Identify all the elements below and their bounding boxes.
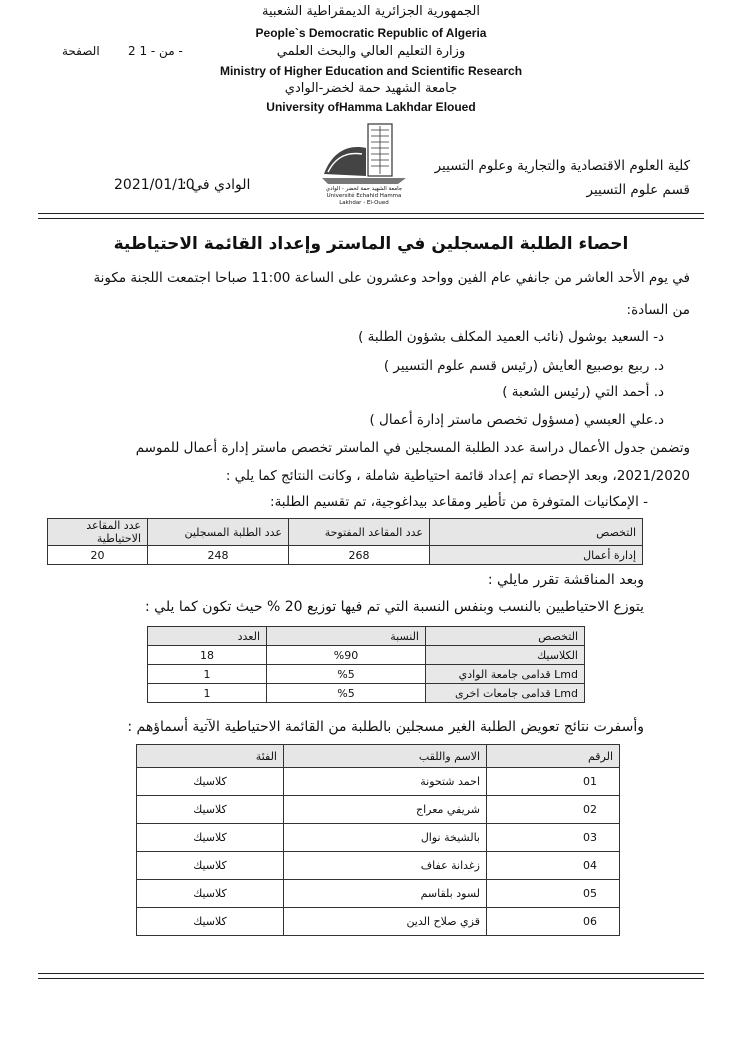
table-cell: كلاسيك: [137, 824, 284, 852]
table-cell: %5: [267, 684, 426, 703]
table-header: النسبة: [267, 627, 426, 646]
table-cell: كلاسيك: [137, 852, 284, 880]
table-cell: شريفي معراج: [284, 796, 487, 824]
committee-member: د. أحمد التي (رئيس الشعبة ): [502, 384, 664, 400]
table-header: الاسم واللقب: [284, 745, 487, 768]
distribution-line: يتوزع الاحتياطيين بالنسب وبنفس النسبة التي تم فيها توزيع 20 % حيث تكون كما يلي :: [145, 599, 644, 615]
ministry-en: Ministry of Higher Education and Scientific Research: [219, 64, 523, 78]
place-date-label: الوادي في :: [182, 177, 251, 193]
page-info: 2 من - 1 -: [128, 44, 183, 58]
table-header: التخصص: [430, 519, 643, 546]
university-en: University ofHamma Lakhdar Eloued: [266, 100, 476, 114]
table-cell: %90: [267, 646, 426, 665]
table-cell: الكلاسيك: [426, 646, 585, 665]
table-cell: 20: [48, 546, 148, 565]
table-cell: كلاسيك: [137, 880, 284, 908]
reserve-list-table: [136, 744, 620, 936]
table-row: [137, 796, 620, 824]
committee-member: د- السعيد بوشول (نائب العميد المكلف بشؤون الطلبة ): [358, 329, 664, 345]
committee-member: د. ربيع بوصبيع العايش (رئيس قسم علوم التسيير ): [383, 358, 664, 374]
table-cell: 268: [289, 546, 430, 565]
logo-caption-en: Université Echahid Hamma Lakhdar - El-Oued: [326, 193, 402, 206]
page-title: احصاء الطلبة المسجلين في الماستر وإعداد القائمة الاحتياطية: [113, 234, 629, 254]
intro-line-1: في يوم الأحد العاشر من جانفي عام الفين وواحد وعشرون على الساعة 11:00 صباحا اجتمعت اللجنة مكونة: [93, 270, 690, 286]
table-cell: 05: [487, 880, 620, 908]
page-label: الصفحة: [62, 44, 100, 58]
document-date: 2021/01/10: [114, 177, 195, 193]
agenda-line-1: وتضمن جدول الأعمال دراسة عدد الطلبة المسجلين في الماستر تخصص ماستر إدارة أعمال للموسم: [135, 440, 690, 456]
table-cell: 18: [148, 646, 267, 665]
table-cell: إدارة أعمال: [430, 546, 643, 565]
table-cell: كلاسيك: [137, 796, 284, 824]
table-cell: احمد شتحونة: [284, 768, 487, 796]
table-cell: كلاسيك: [137, 908, 284, 936]
table-header: الفئة: [137, 745, 284, 768]
table-cell: لسود بلقاسم: [284, 880, 487, 908]
table-cell: %5: [267, 665, 426, 684]
table-cell: 03: [487, 824, 620, 852]
table-cell: زغدانة عفاف: [284, 852, 487, 880]
table-row: [137, 908, 620, 936]
table-cell: 06: [487, 908, 620, 936]
table-row: [137, 880, 620, 908]
table-cell: 02: [487, 796, 620, 824]
table-row: [137, 768, 620, 796]
discussion-line: وبعد المناقشة تقرر مايلي :: [487, 572, 644, 588]
table-cell: Lmd قدامى جامعات اخرى: [426, 684, 585, 703]
table-cell: 1: [148, 684, 267, 703]
header-divider: [38, 213, 704, 214]
table-cell: كلاسيك: [137, 768, 284, 796]
table-cell: قزي صلاح الدين: [284, 908, 487, 936]
table-row: [137, 852, 620, 880]
table-header: عدد المقاعد الاحتياطية: [48, 519, 148, 546]
table-cell: 01: [487, 768, 620, 796]
university-logo: [318, 122, 410, 206]
faculty-name: كلية العلوم الاقتصادية والتجارية وعلوم التسيير: [434, 158, 690, 174]
capacity-line: - الإمكانيات المتوفرة من تأطير ومقاعد بيداغوجية، تم تقسيم الطلبة:: [270, 494, 648, 510]
table-cell: 248: [148, 546, 289, 565]
ministry-ar: وزارة التعليم العالي والبحث العلمي: [276, 44, 466, 59]
table-header: عدد الطلبة المسجلين: [148, 519, 289, 546]
agenda-line-2: 2021/2020، وبعد الإحصاء تم إعداد قائمة احتياطية شاملة ، وكانت النتائج كما يلي :: [225, 468, 690, 484]
table-cell: بالشيخة نوال: [284, 824, 487, 852]
capacity-table: [47, 518, 643, 565]
results-line: وأسفرت نتائج تعويض الطلبة الغير مسجلين بالطلبة من القائمة الاحتياطية الآتية أسماؤهم :: [127, 719, 644, 735]
table-cell: 1: [148, 665, 267, 684]
distribution-table: [147, 626, 585, 703]
table-cell: 04: [487, 852, 620, 880]
committee-member: د.علي العبسي (مسؤول تخصص ماستر إدارة أعمال ): [369, 412, 664, 428]
table-row: [137, 824, 620, 852]
department-name: قسم علوم التسيير: [586, 182, 690, 198]
university-ar: جامعة الشهيد حمة لخضر-الوادي: [284, 81, 458, 96]
intro-line-2: من السادة:: [626, 302, 690, 318]
header-divider-2: [38, 218, 704, 219]
table-header: الرقم: [487, 745, 620, 768]
republic-en: People`s Democratic Republic of Algeria: [255, 26, 487, 40]
republic-ar: الجمهورية الجزائرية الديمقراطية الشعبية: [262, 4, 480, 19]
table-header: عدد المقاعد المفتوحة: [289, 519, 430, 546]
footer-divider: [38, 973, 704, 974]
logo-caption-ar: جامعة الشهيد حمة لخضر - الوادي: [325, 186, 403, 192]
table-header: التخصص: [426, 627, 585, 646]
table-header: العدد: [148, 627, 267, 646]
footer-divider-2: [38, 978, 704, 979]
table-cell: Lmd قدامى جامعة الوادي: [426, 665, 585, 684]
